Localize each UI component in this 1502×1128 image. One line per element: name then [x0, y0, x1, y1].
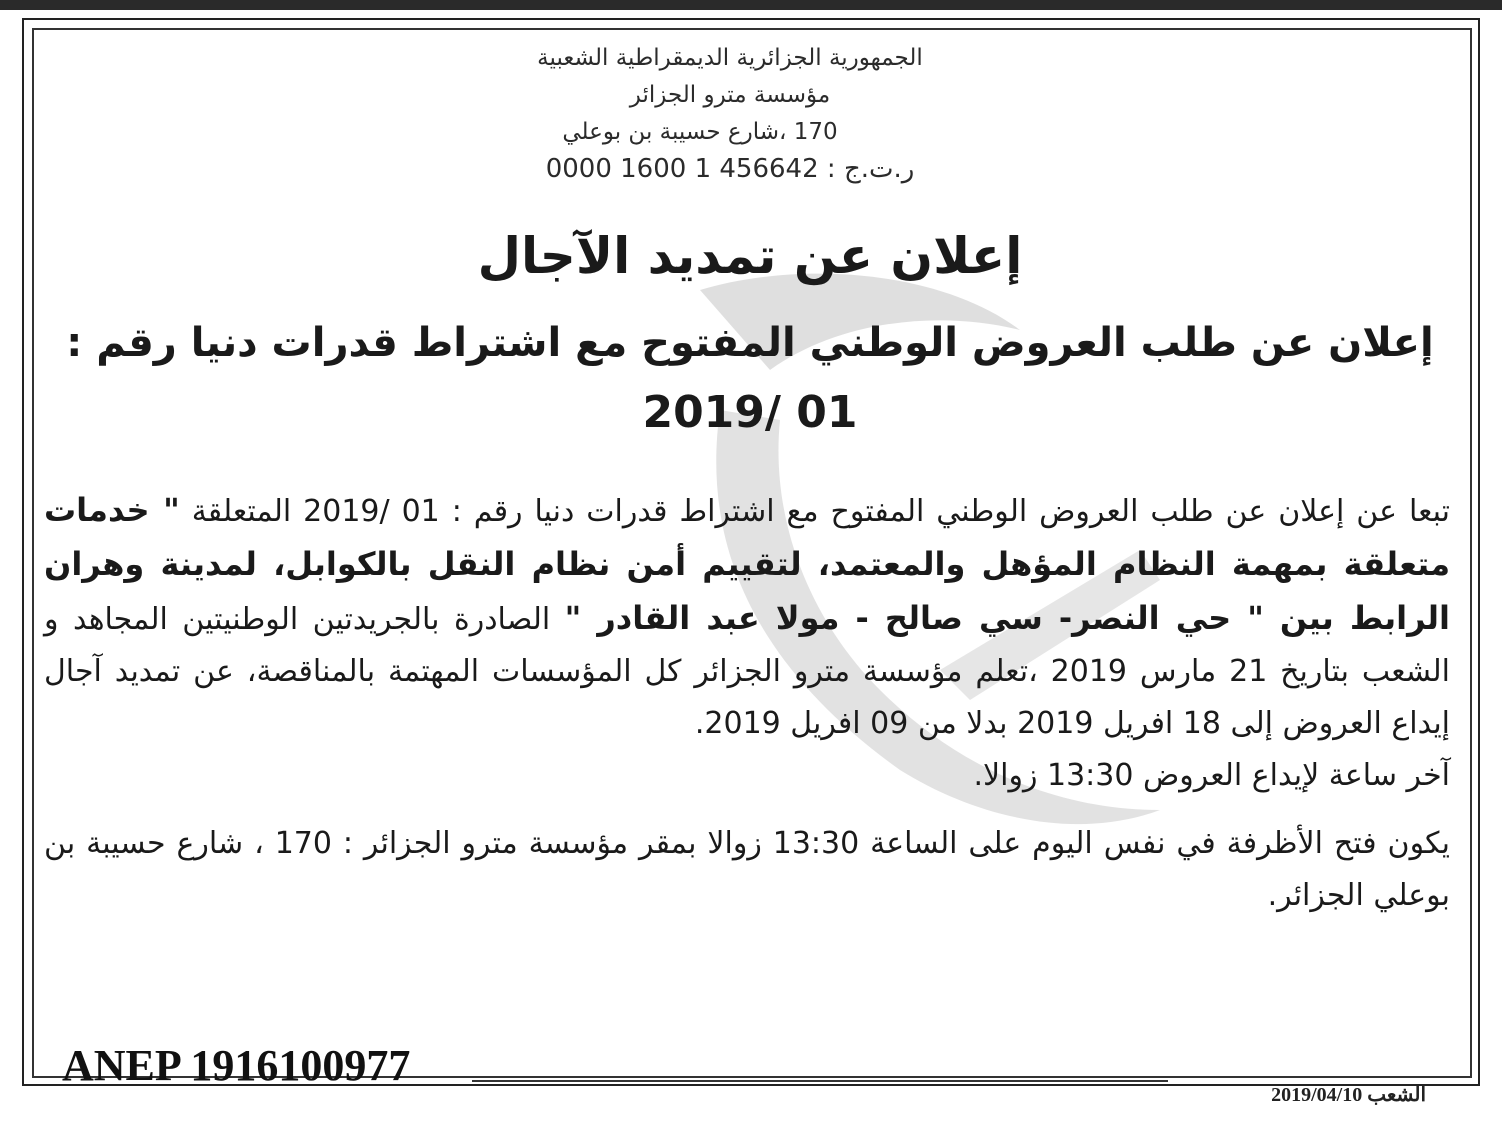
body-service-description: " خدمات متعلقة بمهمة النظام المؤهل والمعتمد، لتقييم أمن نظام النقل بالكوابل، لمدينة وهران الرابط بين " حي النصر- سي صالح - مولا عبد القادر "	[44, 491, 1450, 637]
publication-date: 2019/04/10	[1271, 1084, 1363, 1106]
tender-number: 2019/ 01	[642, 387, 858, 438]
company-address: 170 ،شارع حسيبة بن بوعلي	[562, 119, 838, 145]
tender-subtitle-text: إعلان عن طلب العروض الوطني المفتوح مع اشتراط قدرات دنيا رقم :	[66, 320, 1434, 366]
company-name: مؤسسة مترو الجزائر	[629, 82, 831, 108]
top-rule	[0, 0, 1502, 10]
body-deadline-hour: آخر ساعة لإيداع العروض 13:30 زوالا.	[973, 758, 1450, 793]
body-intro: تبعا عن إعلان عن طلب العروض الوطني المفتوح مع اشتراط قدرات دنيا رقم : 01 /2019 المتعلقة	[191, 494, 1450, 529]
footer-double-rule	[472, 1076, 1168, 1082]
announcement-title: إعلان عن تمديد الآجال	[477, 227, 1023, 285]
announcement-body	[44, 484, 1450, 922]
tender-subtitle	[60, 312, 1440, 444]
republic-name: الجمهورية الجزائرية الديمقراطية الشعبية	[537, 45, 923, 71]
issuer-header	[420, 40, 1040, 188]
anep-reference: ANEP 1916100977	[62, 1041, 411, 1090]
body-opening-details: يكون فتح الأظرفة في نفس اليوم على الساعة 13:30 زوالا بمقر مؤسسة مترو الجزائر : 170 ، شارع حسيبة بن بوعلي الجزائر.	[44, 826, 1450, 913]
newspaper-name: الشعب	[1367, 1084, 1426, 1106]
body-extension-details: الصادرة بالجريدتين الوطنيتين المجاهد و الشعب بتاريخ 21 مارس 2019 ،تعلم مؤسسة مترو الجزائر كل المؤسسات المهتمة بالمناقصة، عن تمديد آجال إيداع العروض إلى 18 افريل 2019 بدلا من 09 افريل 2019.	[44, 602, 1450, 741]
registration-number: ر.ت.ج : 456642 1 1600 0000	[545, 154, 915, 184]
body-paragraph-1	[44, 484, 1450, 750]
publication-source	[1186, 1080, 1426, 1110]
